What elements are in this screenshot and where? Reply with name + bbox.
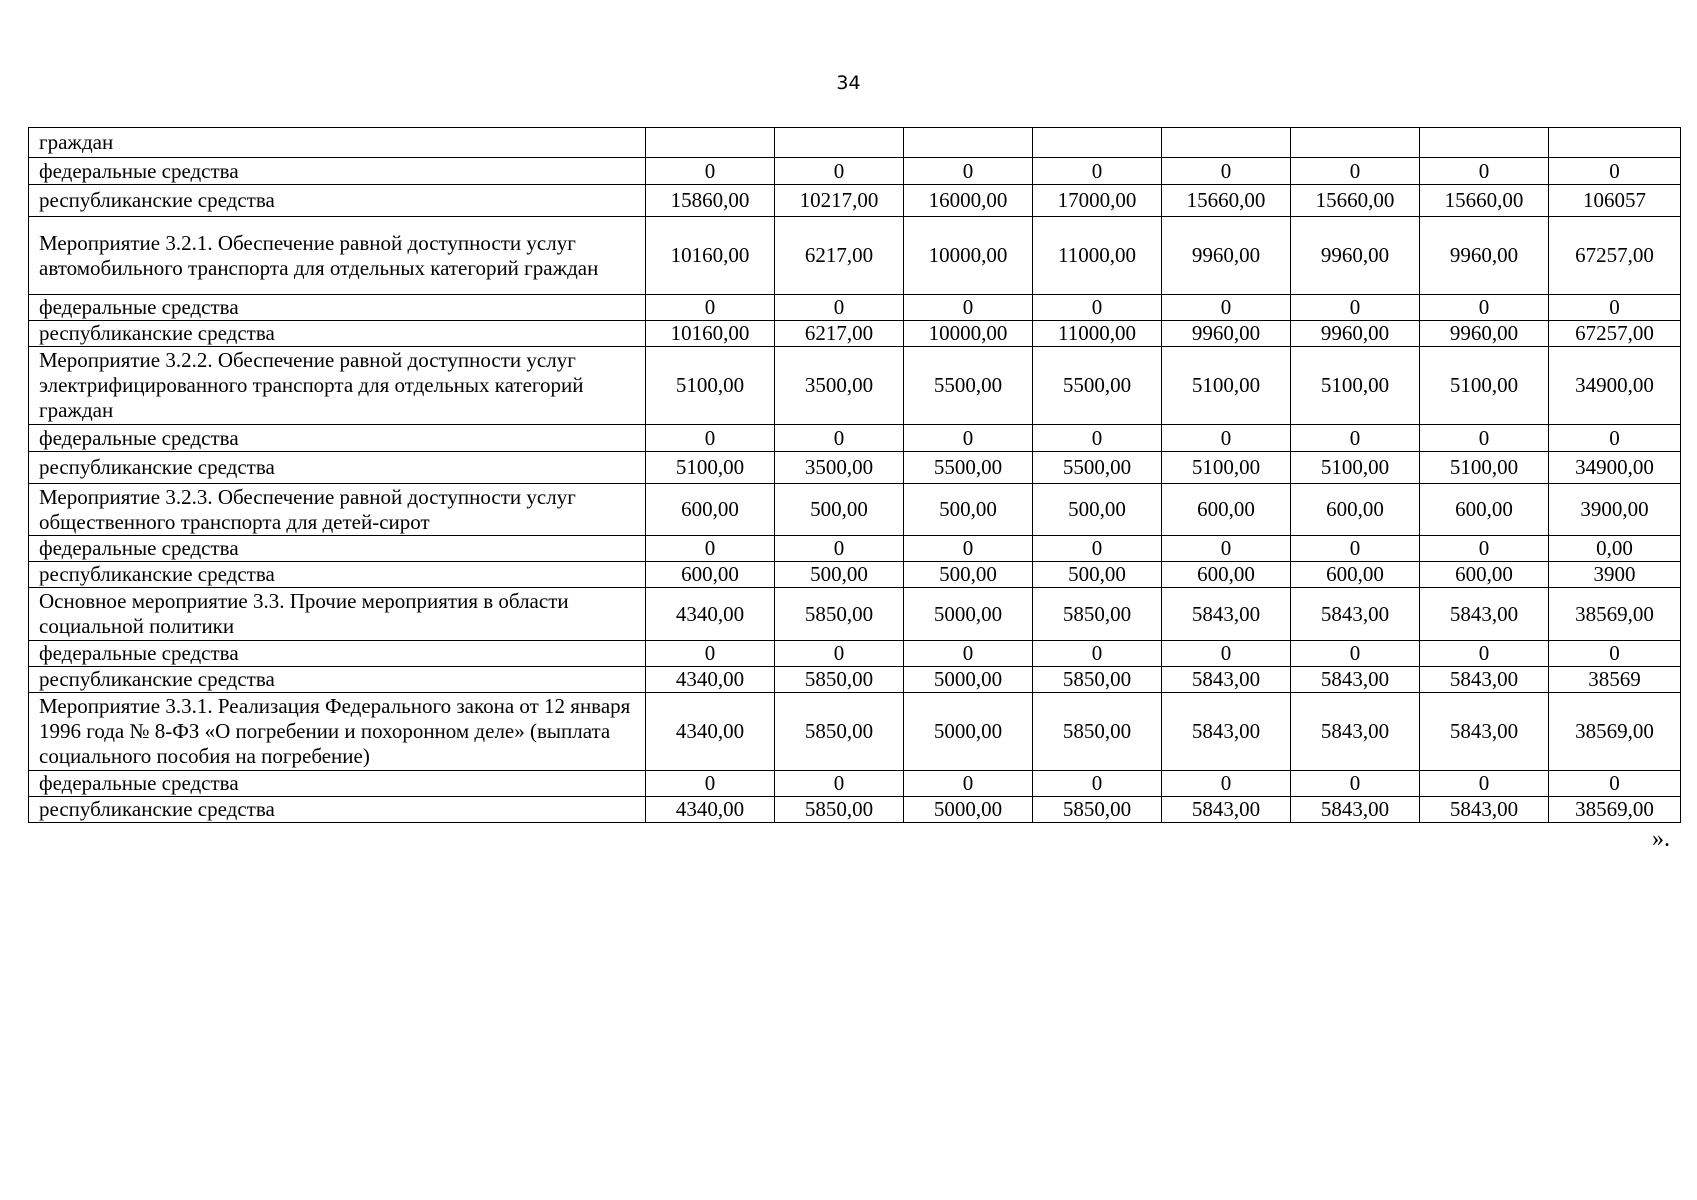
value-cell: 106057 bbox=[1549, 185, 1681, 217]
table-row bbox=[29, 536, 1681, 562]
table-row bbox=[29, 185, 1681, 217]
table-row bbox=[29, 217, 1681, 295]
value-cell: 6217,00 bbox=[775, 321, 904, 347]
value-cell: 600,00 bbox=[1291, 562, 1420, 588]
value-cell: 0 bbox=[775, 641, 904, 667]
value-cell: 0 bbox=[775, 771, 904, 797]
value-cell: 9960,00 bbox=[1420, 217, 1549, 295]
row-label: Основное мероприятие 3.3. Прочие мероприятия в области социальной политики bbox=[29, 588, 646, 641]
value-cell: 0 bbox=[1420, 536, 1549, 562]
value-cell: 0 bbox=[1420, 425, 1549, 452]
value-cell: 3500,00 bbox=[775, 347, 904, 425]
value-cell: 9960,00 bbox=[1291, 217, 1420, 295]
table-row bbox=[29, 771, 1681, 797]
value-cell bbox=[646, 128, 775, 158]
value-cell: 0 bbox=[775, 295, 904, 321]
value-cell bbox=[1420, 128, 1549, 158]
value-cell bbox=[1291, 128, 1420, 158]
value-cell: 5843,00 bbox=[1420, 588, 1549, 641]
value-cell: 5850,00 bbox=[775, 588, 904, 641]
value-cell: 0 bbox=[1291, 536, 1420, 562]
row-label: республиканские средства bbox=[29, 185, 646, 217]
value-cell: 5850,00 bbox=[775, 693, 904, 771]
closing-quote-mark: ». bbox=[1652, 826, 1670, 852]
value-cell: 500,00 bbox=[775, 562, 904, 588]
row-label: федеральные средства bbox=[29, 771, 646, 797]
value-cell: 5100,00 bbox=[1291, 452, 1420, 484]
value-cell: 11000,00 bbox=[1033, 321, 1162, 347]
value-cell: 0 bbox=[1033, 641, 1162, 667]
value-cell: 0 bbox=[1162, 295, 1291, 321]
value-cell: 0 bbox=[1291, 771, 1420, 797]
value-cell: 9960,00 bbox=[1291, 321, 1420, 347]
row-label: федеральные средства bbox=[29, 425, 646, 452]
value-cell: 38569 bbox=[1549, 667, 1681, 693]
table-row bbox=[29, 641, 1681, 667]
row-label: Мероприятие 3.2.3. Обеспечение равной доступности услуг общественного транспорта для детей-сирот bbox=[29, 484, 646, 536]
value-cell: 5500,00 bbox=[1033, 347, 1162, 425]
table-row bbox=[29, 158, 1681, 185]
value-cell: 3900,00 bbox=[1549, 484, 1681, 536]
table-row bbox=[29, 667, 1681, 693]
value-cell: 10160,00 bbox=[646, 321, 775, 347]
value-cell: 38569,00 bbox=[1549, 797, 1681, 823]
value-cell: 500,00 bbox=[775, 484, 904, 536]
value-cell: 0 bbox=[775, 425, 904, 452]
value-cell: 5843,00 bbox=[1291, 667, 1420, 693]
row-label: граждан bbox=[29, 128, 646, 158]
value-cell: 5850,00 bbox=[1033, 667, 1162, 693]
value-cell: 5843,00 bbox=[1420, 667, 1549, 693]
value-cell: 500,00 bbox=[1033, 562, 1162, 588]
table-row bbox=[29, 452, 1681, 484]
table-row bbox=[29, 588, 1681, 641]
value-cell: 4340,00 bbox=[646, 588, 775, 641]
value-cell: 5100,00 bbox=[1162, 452, 1291, 484]
value-cell: 4340,00 bbox=[646, 693, 775, 771]
page-number: 34 bbox=[836, 72, 861, 94]
value-cell: 5100,00 bbox=[1291, 347, 1420, 425]
value-cell: 0 bbox=[904, 536, 1033, 562]
table-row bbox=[29, 484, 1681, 536]
value-cell: 5850,00 bbox=[1033, 693, 1162, 771]
value-cell: 0 bbox=[775, 536, 904, 562]
value-cell: 5843,00 bbox=[1420, 797, 1549, 823]
value-cell: 16000,00 bbox=[904, 185, 1033, 217]
value-cell: 5843,00 bbox=[1162, 667, 1291, 693]
value-cell: 0,00 bbox=[1549, 536, 1681, 562]
value-cell: 500,00 bbox=[1033, 484, 1162, 536]
value-cell: 0 bbox=[1291, 295, 1420, 321]
value-cell: 500,00 bbox=[904, 484, 1033, 536]
value-cell bbox=[904, 128, 1033, 158]
value-cell: 3500,00 bbox=[775, 452, 904, 484]
table-row bbox=[29, 797, 1681, 823]
value-cell: 0 bbox=[646, 641, 775, 667]
value-cell: 0 bbox=[1420, 158, 1549, 185]
value-cell: 0 bbox=[904, 158, 1033, 185]
value-cell: 5000,00 bbox=[904, 588, 1033, 641]
value-cell: 0 bbox=[1549, 771, 1681, 797]
row-label: республиканские средства bbox=[29, 452, 646, 484]
value-cell: 5843,00 bbox=[1162, 588, 1291, 641]
value-cell bbox=[1549, 128, 1681, 158]
row-label: республиканские средства bbox=[29, 797, 646, 823]
value-cell: 0 bbox=[1549, 425, 1681, 452]
value-cell: 5843,00 bbox=[1291, 693, 1420, 771]
value-cell: 11000,00 bbox=[1033, 217, 1162, 295]
value-cell: 6217,00 bbox=[775, 217, 904, 295]
value-cell: 0 bbox=[1420, 295, 1549, 321]
value-cell bbox=[1033, 128, 1162, 158]
value-cell: 0 bbox=[1291, 425, 1420, 452]
table-row bbox=[29, 295, 1681, 321]
value-cell: 0 bbox=[1162, 641, 1291, 667]
value-cell: 0 bbox=[904, 641, 1033, 667]
value-cell: 0 bbox=[1549, 641, 1681, 667]
value-cell: 5850,00 bbox=[775, 797, 904, 823]
value-cell: 5850,00 bbox=[775, 667, 904, 693]
value-cell: 38569,00 bbox=[1549, 588, 1681, 641]
value-cell: 34900,00 bbox=[1549, 452, 1681, 484]
value-cell: 5000,00 bbox=[904, 667, 1033, 693]
value-cell: 5000,00 bbox=[904, 797, 1033, 823]
value-cell: 5100,00 bbox=[1420, 347, 1549, 425]
value-cell: 5843,00 bbox=[1291, 797, 1420, 823]
value-cell: 0 bbox=[1162, 158, 1291, 185]
value-cell: 5843,00 bbox=[1291, 588, 1420, 641]
row-label: республиканские средства bbox=[29, 667, 646, 693]
value-cell: 5500,00 bbox=[904, 452, 1033, 484]
value-cell: 0 bbox=[1162, 771, 1291, 797]
budget-table bbox=[28, 127, 1681, 823]
value-cell: 0 bbox=[1420, 771, 1549, 797]
value-cell: 9960,00 bbox=[1162, 217, 1291, 295]
value-cell: 5843,00 bbox=[1420, 693, 1549, 771]
value-cell: 67257,00 bbox=[1549, 321, 1681, 347]
value-cell bbox=[775, 128, 904, 158]
value-cell: 0 bbox=[1162, 536, 1291, 562]
row-label: федеральные средства bbox=[29, 295, 646, 321]
value-cell: 0 bbox=[904, 771, 1033, 797]
value-cell: 600,00 bbox=[1162, 562, 1291, 588]
value-cell: 9960,00 bbox=[1162, 321, 1291, 347]
row-label: Мероприятие 3.2.1. Обеспечение равной доступности услуг автомобильного транспорта для отдельных категорий граждан bbox=[29, 217, 646, 295]
value-cell: 600,00 bbox=[1420, 562, 1549, 588]
value-cell: 0 bbox=[1549, 158, 1681, 185]
value-cell: 0 bbox=[646, 425, 775, 452]
value-cell: 15660,00 bbox=[1420, 185, 1549, 217]
row-label: федеральные средства bbox=[29, 641, 646, 667]
value-cell: 5100,00 bbox=[1420, 452, 1549, 484]
value-cell: 0 bbox=[1033, 158, 1162, 185]
value-cell: 17000,00 bbox=[1033, 185, 1162, 217]
table-row bbox=[29, 693, 1681, 771]
value-cell: 0 bbox=[1420, 641, 1549, 667]
value-cell: 10000,00 bbox=[904, 217, 1033, 295]
value-cell: 5843,00 bbox=[1162, 693, 1291, 771]
value-cell: 600,00 bbox=[1162, 484, 1291, 536]
value-cell: 9960,00 bbox=[1420, 321, 1549, 347]
value-cell: 0 bbox=[1033, 295, 1162, 321]
value-cell: 10000,00 bbox=[904, 321, 1033, 347]
row-label: республиканские средства bbox=[29, 562, 646, 588]
value-cell: 5850,00 bbox=[1033, 588, 1162, 641]
value-cell: 0 bbox=[904, 295, 1033, 321]
value-cell: 5000,00 bbox=[904, 693, 1033, 771]
value-cell: 600,00 bbox=[646, 562, 775, 588]
value-cell: 67257,00 bbox=[1549, 217, 1681, 295]
value-cell: 5843,00 bbox=[1162, 797, 1291, 823]
value-cell: 0 bbox=[646, 536, 775, 562]
table-row bbox=[29, 321, 1681, 347]
value-cell: 0 bbox=[775, 158, 904, 185]
value-cell: 5850,00 bbox=[1033, 797, 1162, 823]
row-label: Мероприятие 3.3.1. Реализация Федерального закона от 12 января 1996 года № 8-ФЗ «О погребении и похоронном деле» (выплата социального пособия на погребение) bbox=[29, 693, 646, 771]
table-row bbox=[29, 347, 1681, 425]
value-cell: 0 bbox=[646, 295, 775, 321]
value-cell: 15660,00 bbox=[1162, 185, 1291, 217]
value-cell: 10160,00 bbox=[646, 217, 775, 295]
row-label: федеральные средства bbox=[29, 536, 646, 562]
value-cell: 5500,00 bbox=[904, 347, 1033, 425]
value-cell bbox=[1162, 128, 1291, 158]
value-cell: 5100,00 bbox=[646, 452, 775, 484]
value-cell: 600,00 bbox=[646, 484, 775, 536]
value-cell: 0 bbox=[646, 771, 775, 797]
value-cell: 0 bbox=[1291, 158, 1420, 185]
value-cell: 500,00 bbox=[904, 562, 1033, 588]
value-cell: 0 bbox=[1291, 641, 1420, 667]
table-row bbox=[29, 562, 1681, 588]
row-label: Мероприятие 3.2.2. Обеспечение равной доступности услуг электрифицированного транспорта для отдельных категорий граждан bbox=[29, 347, 646, 425]
value-cell: 5100,00 bbox=[646, 347, 775, 425]
value-cell: 4340,00 bbox=[646, 797, 775, 823]
value-cell: 0 bbox=[1162, 425, 1291, 452]
row-label: республиканские средства bbox=[29, 321, 646, 347]
value-cell: 0 bbox=[1033, 771, 1162, 797]
value-cell: 3900 bbox=[1549, 562, 1681, 588]
value-cell: 0 bbox=[1033, 536, 1162, 562]
value-cell: 38569,00 bbox=[1549, 693, 1681, 771]
value-cell: 0 bbox=[904, 425, 1033, 452]
value-cell: 15660,00 bbox=[1291, 185, 1420, 217]
value-cell: 600,00 bbox=[1420, 484, 1549, 536]
value-cell: 5100,00 bbox=[1162, 347, 1291, 425]
row-label: федеральные средства bbox=[29, 158, 646, 185]
value-cell: 0 bbox=[646, 158, 775, 185]
value-cell: 4340,00 bbox=[646, 667, 775, 693]
table-row bbox=[29, 128, 1681, 158]
value-cell: 600,00 bbox=[1291, 484, 1420, 536]
value-cell: 0 bbox=[1549, 295, 1681, 321]
value-cell: 0 bbox=[1033, 425, 1162, 452]
value-cell: 5500,00 bbox=[1033, 452, 1162, 484]
value-cell: 15860,00 bbox=[646, 185, 775, 217]
value-cell: 10217,00 bbox=[775, 185, 904, 217]
value-cell: 34900,00 bbox=[1549, 347, 1681, 425]
table-body bbox=[29, 128, 1681, 823]
table-row bbox=[29, 425, 1681, 452]
